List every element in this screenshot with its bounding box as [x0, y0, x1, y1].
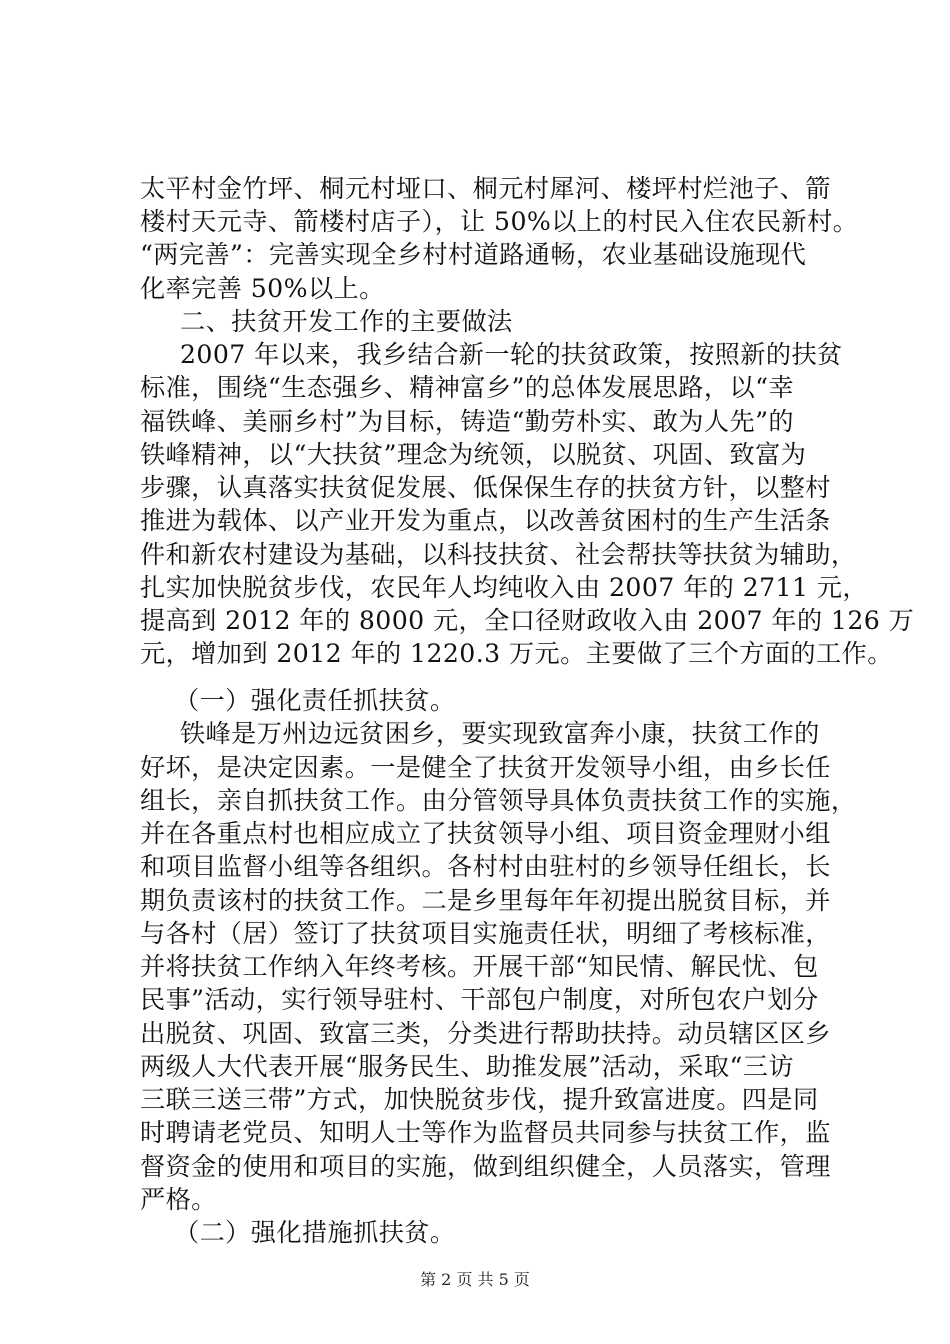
- paragraph-line: 组长，亲自抓扶贫工作。由分管领导具体负责扶贫工作的实施，: [140, 785, 857, 815]
- section-heading: 二、扶贫开发工作的主要做法: [180, 306, 513, 336]
- page-number-footer: 第 2 页 共 5 页: [420, 1270, 530, 1289]
- subsection-heading: （一）强化责任抓扶贫。: [174, 686, 456, 716]
- paragraph-line: 出脱贫、巩固、致富三类，分类进行帮助扶持。动员辖区区乡: [140, 1018, 831, 1048]
- paragraph-line: 期负责该村的扶贫工作。二是乡里每年年初提出脱贫目标，并: [140, 885, 831, 915]
- paragraph-line: 楼村天元寺、箭楼村店子），让 50%以上的村民入住农民新村。: [140, 207, 859, 237]
- paragraph-line: 并将扶贫工作纳入年终考核。开展干部“知民情、解民忧、包: [140, 952, 819, 981]
- paragraph-line: 化率完善 50%以上。: [140, 273, 385, 303]
- paragraph-line: 与各村（居）签订了扶贫项目实施责任状，明细了考核标准，: [140, 918, 831, 948]
- paragraph-line: 民事”活动，实行领导驻村、干部包户制度，对所包农户划分: [140, 985, 819, 1015]
- paragraph-line: 福铁峰、美丽乡村”为目标，铸造“勤劳朴实、敢为人先”的: [140, 406, 794, 436]
- paragraph-line: 推进为载体、以产业开发为重点，以改善贫困村的生产生活条: [140, 506, 831, 536]
- paragraph-line: 并在各重点村也相应成立了扶贫领导小组、项目资金理财小组: [140, 819, 831, 849]
- paragraph-line: 件和新农村建设为基础，以科技扶贫、社会帮扶等扶贫为辅助，: [140, 539, 857, 569]
- paragraph-line: 标准，围绕“生态强乡、精神富乡”的总体发展思路，以“幸: [140, 373, 794, 403]
- paragraph-line: 时聘请老党员、知明人士等作为监督员共同参与扶贫工作，监: [140, 1118, 831, 1148]
- paragraph-line: 三联三送三带”方式，加快脱贫步伐，提升致富进度。四是同: [140, 1085, 819, 1114]
- paragraph-line: 元，增加到 2012 年的 1220.3 万元。主要做了三个方面的工作。: [140, 639, 893, 669]
- paragraph-line: “两完善”：完善实现全乡村村道路通畅，农业基础设施现代: [140, 240, 807, 270]
- paragraph-line: 步骤，认真落实扶贫促发展、低保保生存的扶贫方针，以整村: [140, 473, 831, 503]
- paragraph-line: 铁峰是万州边远贫困乡，要实现致富奔小康，扶贫工作的: [180, 719, 820, 749]
- paragraph-line: 2007 年以来，我乡结合新一轮的扶贫政策，按照新的扶贫: [180, 340, 843, 370]
- paragraph-line: 提高到 2012 年的 8000 元，全口径财政收入由 2007 年的 126 万: [140, 606, 915, 636]
- paragraph-line: 两级人大代表开展“服务民生、助推发展”活动，采取“三访: [140, 1051, 794, 1081]
- paragraph-line: 扎实加快脱贫步伐，农民年人均纯收入由 2007 年的 2711 元，: [140, 572, 868, 602]
- paragraph-line: 和项目监督小组等各组织。各村村由驻村的乡领导任组长，长: [140, 852, 831, 882]
- subsection-heading: （二）强化措施抓扶贫。: [174, 1218, 456, 1247]
- paragraph-line: 严格。: [140, 1184, 217, 1214]
- paragraph-line: 太平村金竹坪、桐元村垭口、桐元村犀河、楼坪村烂池子、箭: [140, 174, 831, 203]
- paragraph-line: 好坏，是决定因素。一是健全了扶贫开发领导小组，由乡长任: [140, 752, 831, 782]
- paragraph-line: 督资金的使用和项目的实施，做到组织健全，人员落实，管理: [140, 1151, 831, 1181]
- paragraph-line: 铁峰精神，以“大扶贫”理念为统领，以脱贫、巩固、致富为: [140, 439, 807, 469]
